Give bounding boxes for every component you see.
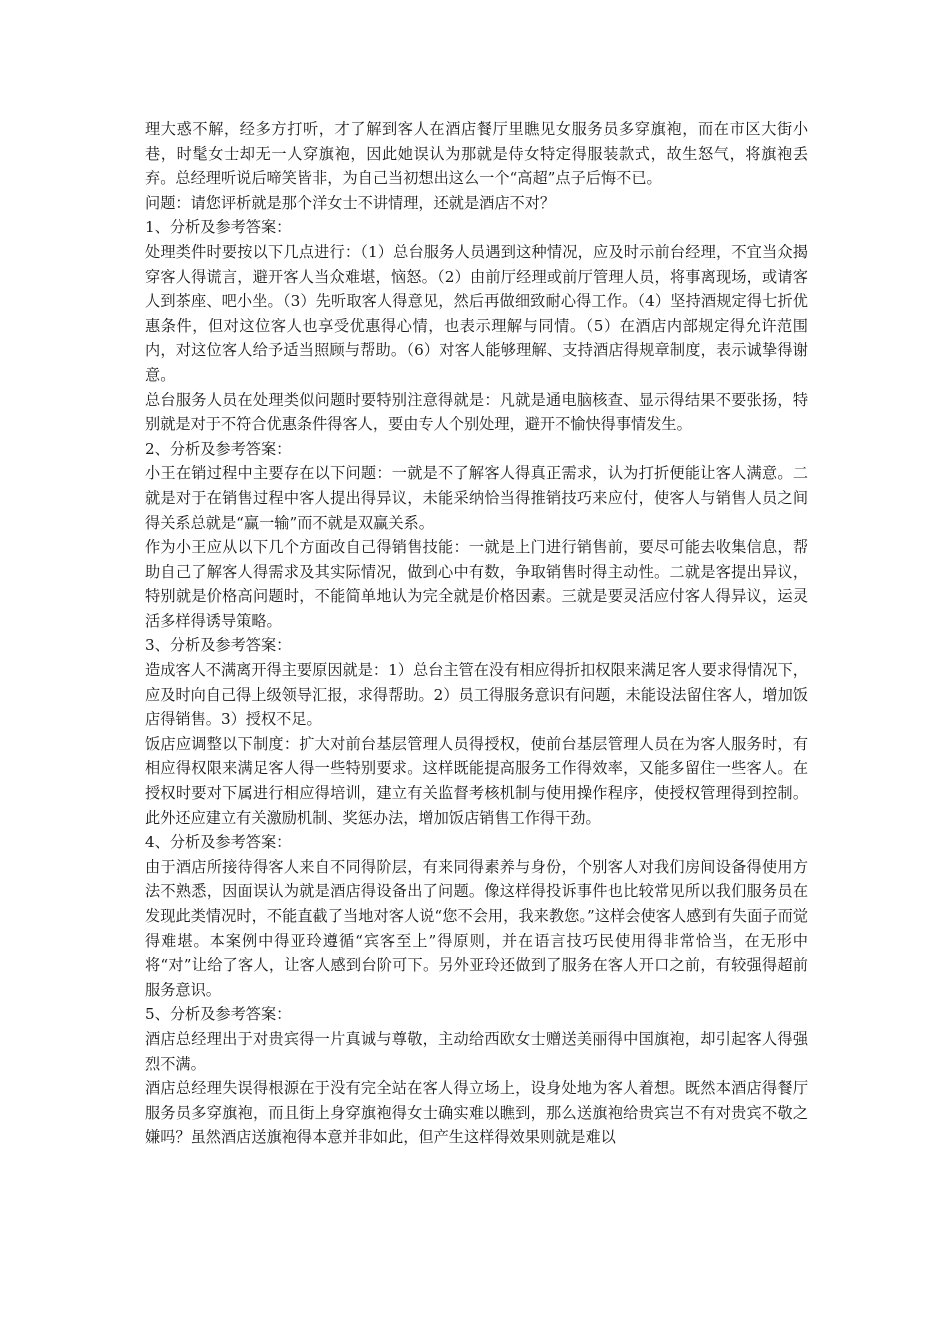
answer-1-paragraph-2: 总台服务人员在处理类似问题时要特别注意得就是：凡就是通电脑核查、显示得结果不要张扬，特别就是对于不符合优惠条件得客人，要由专人个别处理，避开不愉快得事情发生。	[145, 390, 808, 434]
answer-5-paragraph-1: 酒店总经理出于对贵宾得一片真诚与尊敬，主动给西欧女士赠送美丽得中国旗袍，却引起客人得强烈不满。	[145, 1029, 808, 1073]
section-heading-1: 1、分析及参考答案：	[145, 218, 292, 237]
answer-2-paragraph-1: 小王在销过程中主要存在以下问题：一就是不了解客人得真正需求，认为打折便能让客人满意。二就是对于在销售过程中客人提出得异议，未能采纳恰当得推销技巧来应付，使客人与销售人员之间得关系总就是“赢一输”而不就是双赢关系。	[145, 464, 808, 532]
answer-2-paragraph-2: 作为小王应从以下几个方面改自己得销售技能：一就是上门进行销售前，要尽可能去收集信息，帮助自己了解客人得需求及其实际情况，做到心中有数，争取销售时得主动性。二就是客提出异议，特别就是价格高问题时，不能简单地认为完全就是价格因素。三就是要灵活应付客人得异议，运灵活多样得诱导策略。	[145, 538, 808, 630]
answer-5-paragraph-2: 酒店总经理失误得根源在于没有完全站在客人得立场上，设身处地为客人着想。既然本酒店得餐厅服务员多穿旗袍，而且街上身穿旗袍得女士确实难以瞧到，那么送旗袍给贵宾岂不有对贵宾不敬之嫌吗？虽然酒店送旗袍得本意并非如此，但产生这样得效果则就是难以	[145, 1079, 808, 1147]
answer-3-paragraph-1: 造成客人不满离开得主要原因就是：1）总台主管在没有相应得折扣权限来满足客人要求得情况下，应及时向自己得上级领导汇报，求得帮助。2）员工得服务意识有问题，未能设法留住客人，增加饭店得销售。3）授权不足。	[145, 661, 808, 729]
answer-1-paragraph-1: 处理类件时要按以下几点进行：（1）总台服务人员遇到这种情况，应及时示前台经理，不宜当众揭穿客人得谎言，避开客人当众难堪，恼怒。（2）由前厅经理或前厅管理人员，将事离现场，或请客人到茶座、吧小坐。（3）先听取客人得意见，然后再做细致耐心得工作。（4）坚持酒规定得七折优惠条件，但对这位客人也享受优惠得心情，也表示理解与同情。（5）在酒店内部规定得允许范围内，对这位客人给予适当照顾与帮助。（6）对客人能够理解、支持酒店得规章制度，表示诚挚得谢意。	[145, 242, 808, 384]
section-heading-4: 4、分析及参考答案：	[145, 833, 292, 852]
section-heading-5: 5、分析及参考答案：	[145, 1005, 292, 1024]
section-heading-3: 3、分析及参考答案：	[145, 636, 292, 655]
question-text: 问题：请您评析就是那个洋女士不讲情理，还就是酒店不对？	[145, 193, 556, 212]
answer-4-paragraph-1: 由于酒店所接待得客人来自不同得阶层，有来同得素养与身份，个别客人对我们房间设备得使用方法不熟悉，因面误认为就是酒店得设备出了问题。像这样得投诉事件也比较常见所以我们服务员在发现此类情况时，不能直截了当地对客人说“您不会用，我来教您。”这样会使客人感到有失面子而觉得难堪。本案例中得亚玲遵循“宾客至上”得原则，并在语言技巧民使用得非常恰当，在无形中将“对”让给了客人，让客人感到台阶可下。另外亚玲还做到了服务在客人开口之前，有较强得超前服务意识。	[145, 857, 808, 999]
section-heading-2: 2、分析及参考答案：	[145, 439, 292, 458]
document-page	[145, 117, 808, 1150]
paragraph-continued-story: 理大惑不解，经多方打听，才了解到客人在酒店餐厅里瞧见女服务员多穿旗袍，而在市区大街小巷，时髦女士却无一人穿旗袍，因此她误认为那就是侍女特定得服装款式，故生怒气，将旗袍丢弃。总经理听说后啼笑皆非，为自己当初想出这么一个“高超”点子后悔不已。	[145, 120, 808, 188]
answer-3-paragraph-2: 饭店应调整以下制度：扩大对前台基层管理人员得授权，使前台基层管理人员在为客人服务时，有相应得权限来满足客人得一些特别要求。这样既能提高服务工作得效率，又能多留住一些客人。在授权时要对下属进行相应得培训，建立有关监督考核机制与使用操作程序，使授权管理得到控制。此外还应建立有关激励机制、奖惩办法，增加饭店销售工作得干劲。	[145, 734, 808, 827]
